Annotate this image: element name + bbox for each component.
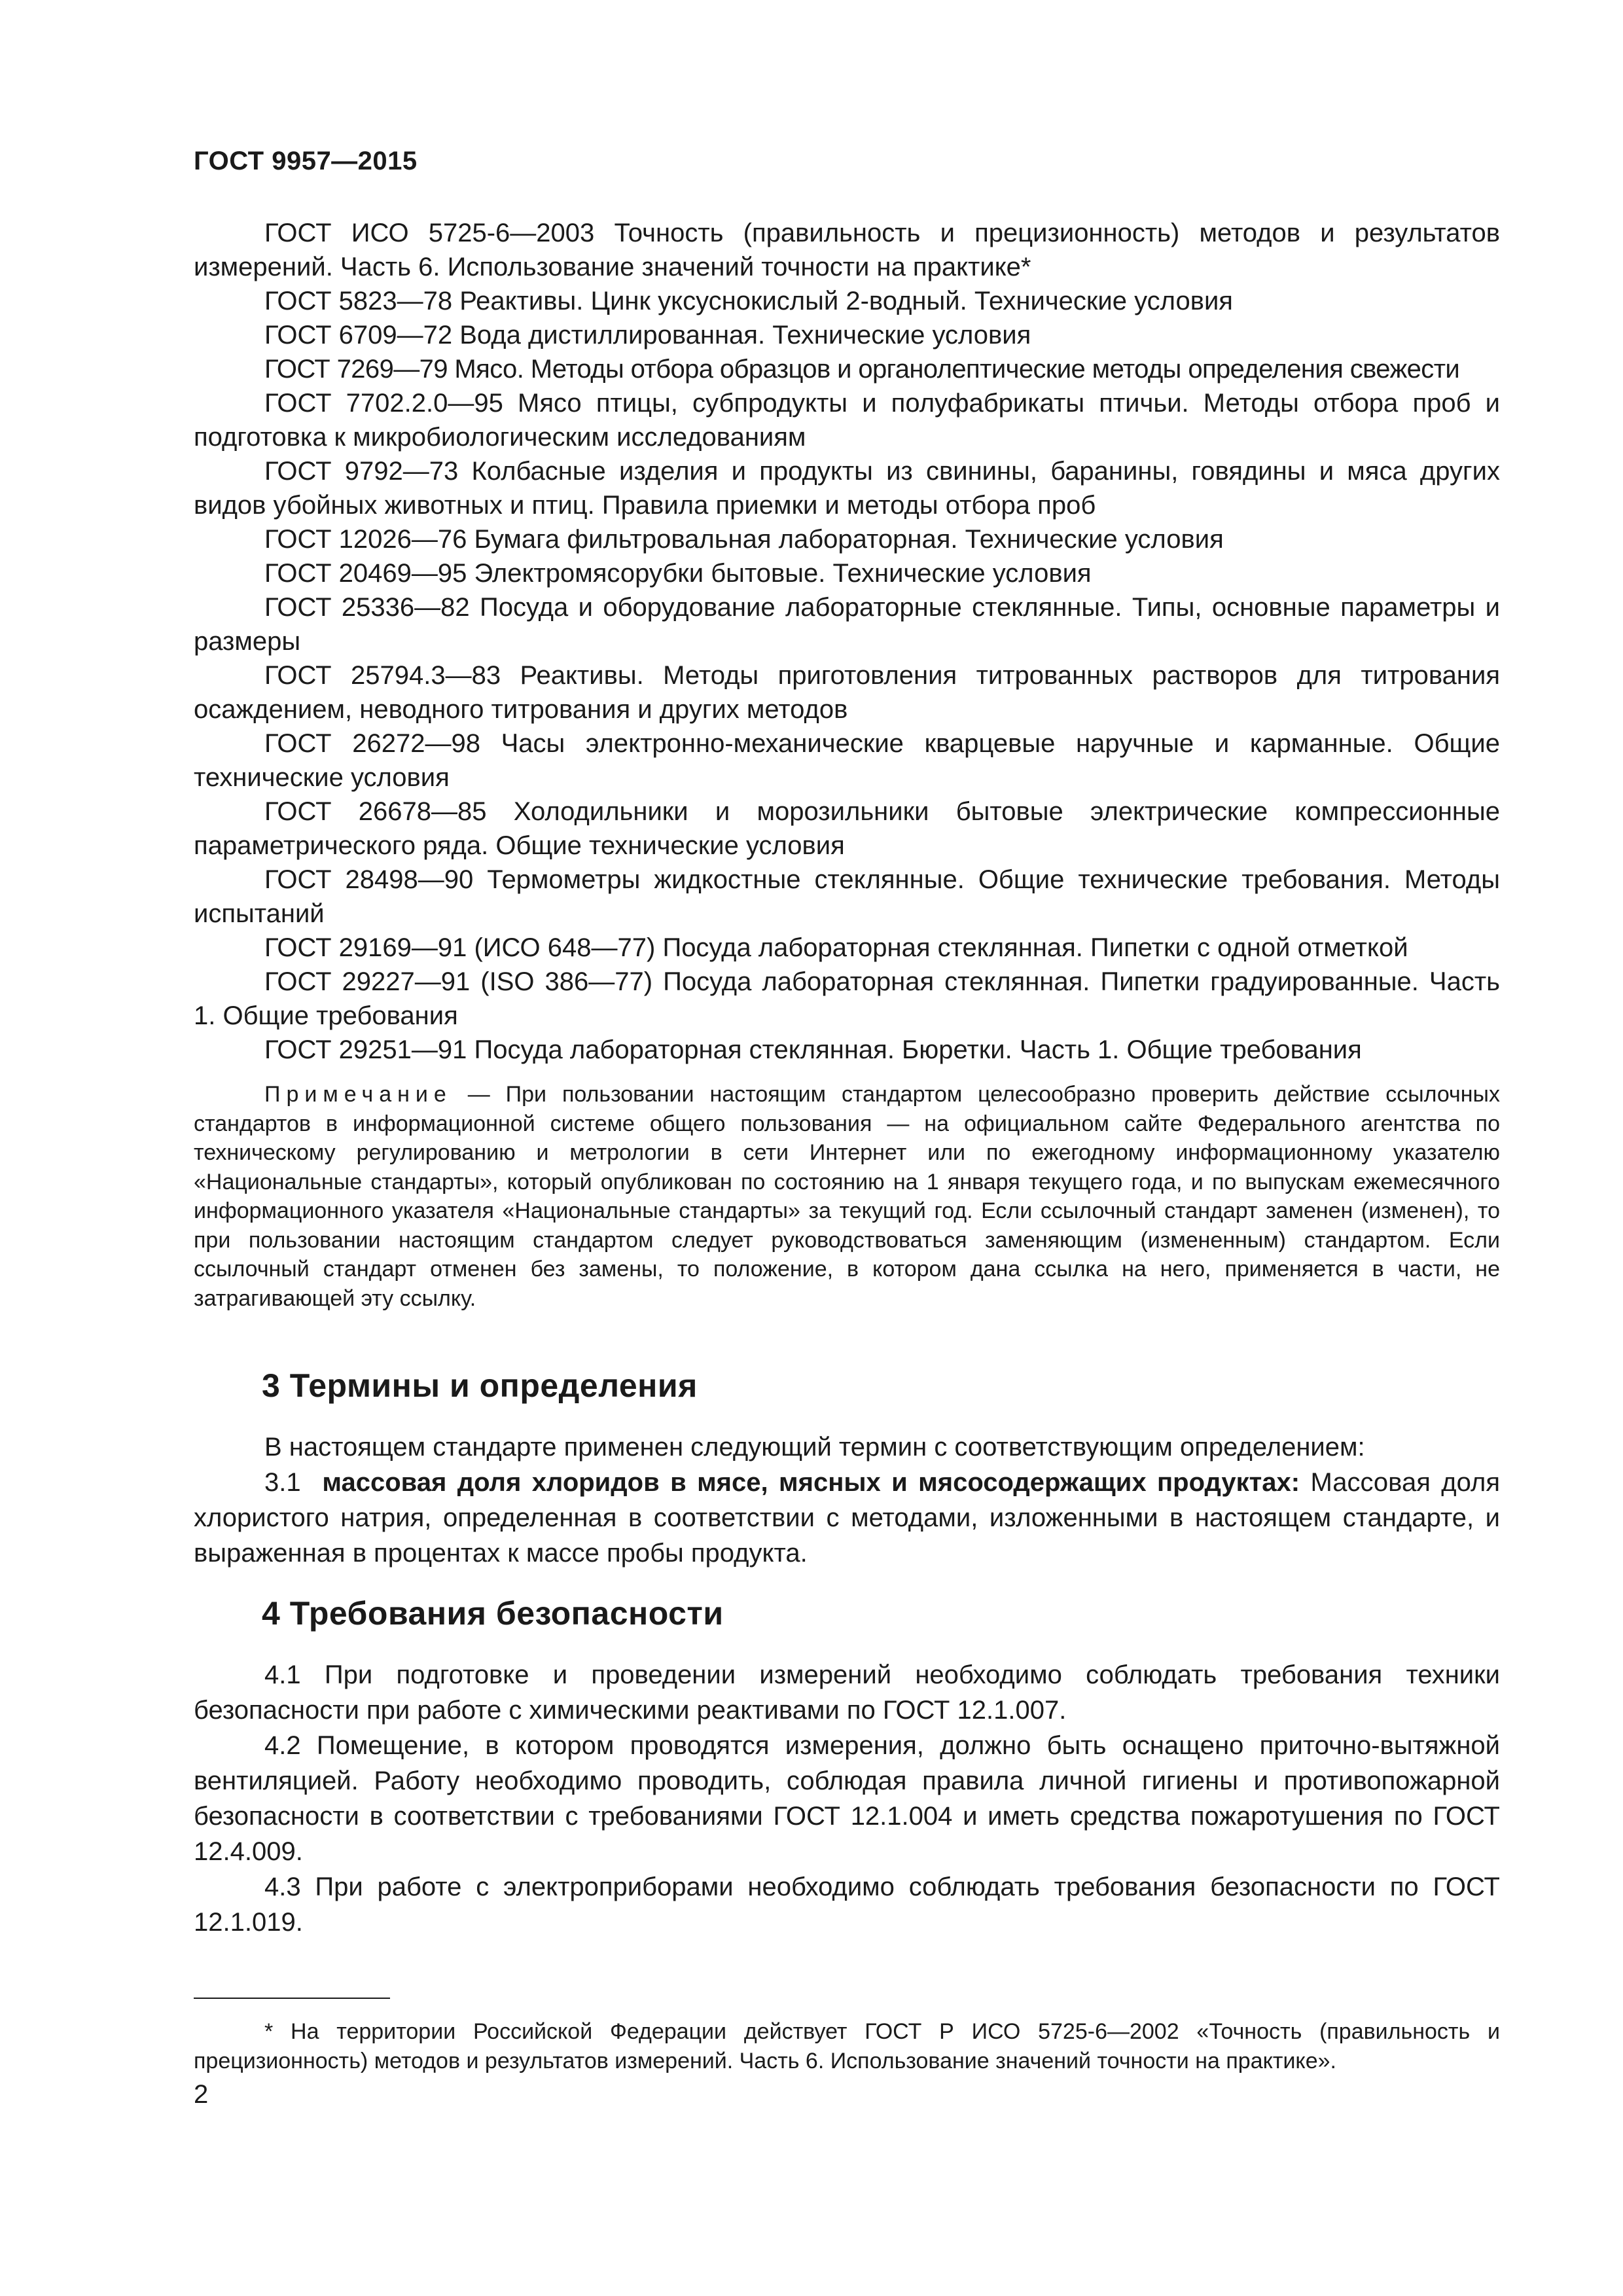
reference-item: ГОСТ 29169—91 (ИСО 648—77) Посуда лабораторная стеклянная. Пипетки с одной отметкой [264,933,1408,962]
footnote: * На территории Российской Федерации действует ГОСТ Р ИСО 5725-6—2002 «Точность (правильность и прецизионность) методов и результатов измерений. Часть 6. Использование значений точности на практике». [194,2019,1500,2073]
section-4-heading: 4 Требования безопасности [262,1595,724,1632]
reference-item: ГОСТ 29251—91 Посуда лабораторная стеклянная. Бюретки. Часть 1. Общие требования [264,1035,1362,1064]
reference-item: ГОСТ 25336—82 Посуда и оборудование лабораторные стеклянные. Типы, основные параметры и размеры [194,593,1500,656]
defined-term: массовая доля хлоридов в мясе, мясных и мясосодержащих продуктах: [322,1468,1300,1497]
clause-4-2: 4.2 Помещение, в котором проводятся измерения, должно быть оснащено приточно-вытяжной вентиляцией. Работу необходимо проводить, соблюдая правила личной гигиены и противопожарной безопасности в соответствии с требованиями ГОСТ 12.1.004 и иметь средства пожаротушения по ГОСТ 12.4.009. [194,1731,1500,1866]
reference-item: ГОСТ 28498—90 Термометры жидкостные стеклянные. Общие технические требования. Методы испытаний [194,865,1500,928]
reference-item: ГОСТ 12026—76 Бумага фильтровальная лабораторная. Технические условия [264,525,1224,554]
reference-item: ГОСТ 20469—95 Электромясорубки бытовые. Технические условия [264,559,1092,588]
reference-item: ГОСТ ИСО 5725-6—2003 Точность (правильность и прецизионность) методов и результатов измерений. Часть 6. Использование значений точности на практике* [194,219,1500,281]
reference-item: ГОСТ 26272—98 Часы электронно-механические кварцевые наручные и карманные. Общие технические условия [194,729,1500,792]
note-text: — При пользовании настоящим стандартом целесообразно проверить действие ссылочных стандартов в информационной системе общего пользования — на официальном сайте Федерального агентства по техническому регулированию и метрологии в сети Интернет или по ежегодному информационному указателю «Национальные стандарты», который опубликован по состоянию на 1 января текущего года, и по выпускам ежемесячного информационного указателя «Национальные стандарты» за текущий год. Если ссылочный стандарт заменен (изменен), то при пользовании настоящим стандартом следует руководствоваться заменяющим (измененным) стандартом. Если ссылочный стандарт отменен без замены, то положение, в котором дана ссылка на него, применяется в части, не затрагивающей эту ссылку. [194,1082,1500,1311]
clause-4-3: 4.3 При работе с электроприборами необходимо соблюдать требования безопасности по ГОСТ 12.1.019. [194,1873,1500,1937]
note-block [194,1080,1500,1313]
section-3-intro: В настоящем стандарте применен следующий термин с соответствующим определением: [264,1433,1365,1462]
document-header: ГОСТ 9957—2015 [194,147,418,175]
section-3-heading: 3 Термины и определения [262,1367,698,1404]
normative-references-list [194,216,1500,1067]
reference-item: ГОСТ 7269—79 Мясо. Методы отбора образцов и органолептические методы определения свежести [264,355,1460,384]
definition-3-1 [194,1465,1500,1571]
reference-item: ГОСТ 26678—85 Холодильники и морозильники бытовые электрические компрессионные параметрического ряда. Общие технические условия [194,797,1500,860]
clause-4-1: 4.1 При подготовке и проведении измерений необходимо соблюдать требования техники безопасности при работе с химическими реактивами по ГОСТ 12.1.007. [194,1660,1500,1725]
footnote-divider [194,1998,390,1999]
reference-item: ГОСТ 25794.3—83 Реактивы. Методы приготовления титрованных растворов для титрования осаждением, неводного титрования и других методов [194,661,1500,724]
reference-item: ГОСТ 29227—91 (ISO 386—77) Посуда лабораторная стеклянная. Пипетки градуированные. Часть 1. Общие требования [194,967,1500,1030]
definition-text: Массовая доля хлористого натрия, определенная в соответствии с методами, изложенными в настоящем стандарте, и выраженная в процентах к массе пробы продукта. [194,1468,1500,1568]
section-4-body [194,1657,1500,1940]
page-number: 2 [194,2080,209,2109]
section-3-body [194,1429,1500,1571]
reference-item: ГОСТ 9792—73 Колбасные изделия и продукты из свинины, баранины, говядины и мяса других видов убойных животных и птиц. Правила приемки и методы отбора проб [194,457,1500,520]
reference-item: ГОСТ 7702.2.0—95 Мясо птицы, субпродукты и полуфабрикаты птичьи. Методы отбора проб и подготовка к микробиологическим исследованиям [194,389,1500,452]
reference-item: ГОСТ 5823—78 Реактивы. Цинк уксуснокислый 2-водный. Технические условия [264,287,1233,315]
definition-number: 3.1 [264,1468,301,1497]
reference-item: ГОСТ 6709—72 Вода дистиллированная. Технические условия [264,321,1031,350]
note-label: Примечание [264,1082,452,1107]
